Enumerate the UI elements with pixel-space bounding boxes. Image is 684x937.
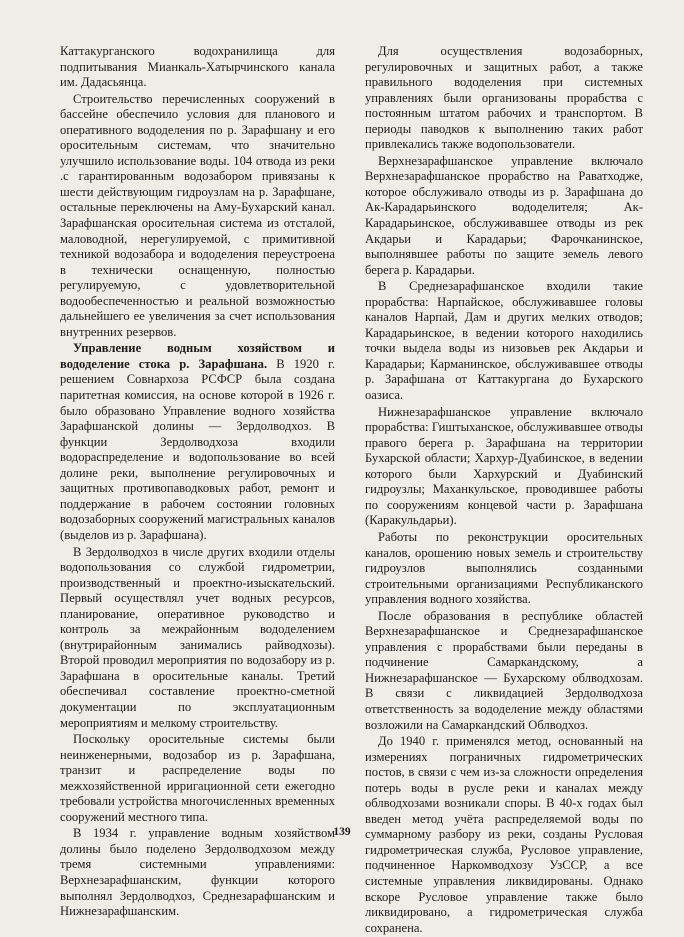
paragraph: Для осуществления водозаборных, регулировочных и защитных работ, а также правильного вододеления при системных управлениях были организованы прорабства с постоянным штатом рабочих и транспортом. В периоды паводков к выполнению таких работ привлекались также водопользователи. <box>365 44 643 152</box>
paragraph: После образования в республике областей Верхнезарафшанское и Среднезарафшанское управления с прорабствами были переданы в подчинение Самаркандскому, а Нижнезарафшанское — Бухарскому облводхозам. В связи с ликвидацией Зердолводхоза ответственность за вододеление между областями возложили на Самаркандский Облводхоз. <box>365 608 643 732</box>
paragraph: Нижнезарафшанское управление включало прорабства: Гиштыханское, обслуживавшее отводы правого берега р. Зарафшана на территории Бухарской области; Хархур-Дуабинское, в ведении которого были Хархурский и Дуабинский гидроузлы; Маханкульское, проводившее работы по сооружениям концевой части р. Зарафшана (Каракульдарьи). <box>365 404 643 528</box>
page-number: 139 <box>333 826 351 838</box>
paragraph: Каттакурганского водохранилища для подпитывания Мианкаль-Хатырчинского канала им. Дадасьянца. <box>60 44 335 90</box>
paragraph: В Зердолводхоз в числе других входили отделы водопользования со службой гидрометрии, производственный и проектно-изыскательский. Первый осуществлял учет водных ресурсов, планирование, оперативное руководство и контроль за межрайонным вододелением (внутрирайонным занимались райводхозы). Второй проводил мероприятия по водозабору из р. Зарафшана в оросительные каналы. Третий обеспечивал составление проектно-сметной документации по эксплуатационным мероприятиям и мелкому строительству. <box>60 544 335 730</box>
paragraph: В 1934 г. управление водным хозяйством долины было поделено Зердолводхозом между тремя системными управлениями: Верхнезарафшанским, функции которого выполнял Зердолводхоз, Среднезарафшанским и Нижнезарафшанским. <box>60 826 335 919</box>
paragraph: Работы по реконструкции оросительных каналов, орошению новых земель и строительству гидроузлов выполнялись созданными строительными организациями Республиканского управления водного хозяйства. <box>365 529 643 607</box>
paragraph-text: В 1920 г. решением Совнархоза РСФСР была создана паритетная комиссия, на основе которой в 1926 г. было образовано Управление водного хозяйства Зарафшанской долины — Зердолводхоз. В функции Зердолводхоза входили водораспределение и водопользование во всей долине реки, выполнение регулировочных и защитных противопаводковых работ, ремонт и поддержание в рабочем состоянии головных водозаборных сооружений магистральных каналов (выделов из р. Зарафшана). <box>60 356 335 542</box>
paragraph: Верхнезарафшанское управление включало Верхнезарафшанское прорабство на Раватходже, которое обслуживало отводы из р. Зарафшана до Ак-Карадарьинского вододелителя; Ак-Карадарьинское, обслуживавшее отводы из рек Акдарьи и Карадарьи; Фарочканинское, выполнявшее работы по защите земель левого берега р. Карадарьи. <box>365 153 643 277</box>
paragraph <box>60 341 335 543</box>
paragraph: В Среднезарафшанское входили такие прорабства: Нарпайское, обслуживавшее головы каналов Нарпай, Дам и других мелких отводов; Карадарьинское, в ведении которого находились точки выдела воды из низовьев рек Акдарьи и Карадарьи; Карманинское, обслуживавшее отводы р. Зарафшана от Каттакургана до Бухарского оазиса. <box>365 279 643 403</box>
left-column <box>60 44 335 921</box>
section-heading: Управление водным хозяйством и вододеление стока р. Зарафшана. <box>60 341 335 371</box>
paragraph: Строительство перечисленных сооружений в бассейне обеспечило условия для планового и оперативного вододеления по р. Зарафшану и его оросительным системам, что значительно улучшило использование воды. 104 отвода из реки .с гарантированным водозабором привязаны к шести действующим гидроузлам на р. Зарафшане, остальные переключены на Аму-Бухарский канал. Зарафшанская оросительная система из отсталой, маловодной, нерегулируемой, с примитивной техникой водозабора и вододеления переустроена в технически оснащенную, полностью регулируемую, с удовлетворительной водообеспеченностью и реальной возможностью дальнейшего ее увеличения за счет использования внутренних резервов. <box>60 91 335 339</box>
right-column <box>365 44 643 937</box>
paragraph: До 1940 г. применялся метод, основанный на измерениях пограничных гидрометрических постов, в связи с чем из-за сложности определения потерь воды в русле реки и каналах между облводхозами возникали споры. В 40-х годах был введен метод учёта распределяемой воды по суммарному разбору из реки, созданы Русловая гидрометрическая служба, Русловое управление, подчиненное Наркомводхозу УзССР, а все системные управления ликвидированы. Однако вскоре Русловое управление также было ликвидировано, а гидрометрическая служба сохранена. <box>365 734 643 935</box>
paragraph: Поскольку оросительные системы были неинженерными, водозабор из р. Зарафшана, транзит и распределение воды по межхозяйственной ирригационной сети ежегодно требовали устройства многочисленных временных сооружений местного типа. <box>60 732 335 824</box>
